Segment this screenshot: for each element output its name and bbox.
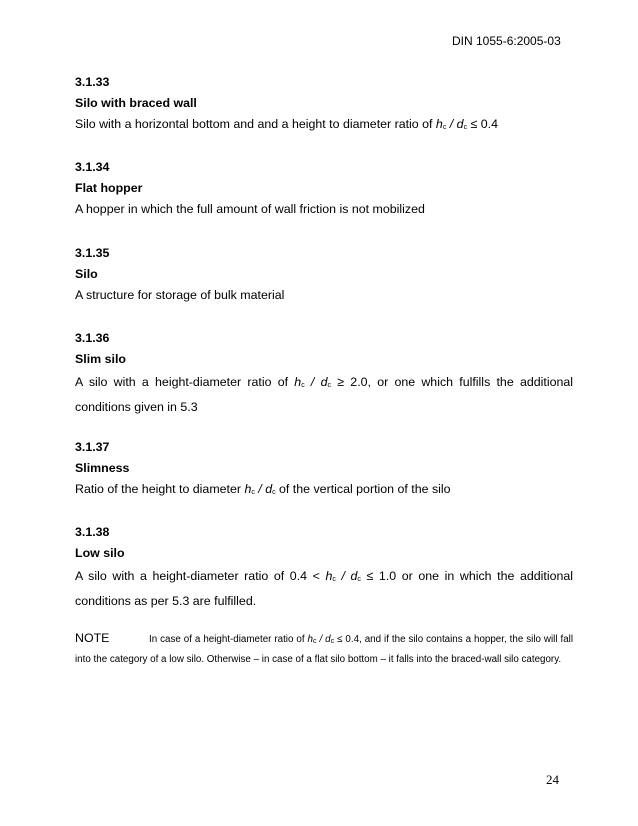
page-number: 24 (546, 772, 559, 787)
clause-number: 3.1.36 (75, 331, 110, 345)
clause-term: Silo (75, 267, 98, 281)
clause-3-1-35 (75, 243, 573, 306)
clause-term: Low silo (75, 546, 125, 560)
clause-number: 3.1.35 (75, 246, 110, 260)
clause-term: Slimness (75, 461, 130, 475)
document-header: DIN 1055-6:2005-03 (452, 34, 561, 48)
clause-number: 3.1.34 (75, 160, 110, 174)
clause-definition: A silo with a height-diameter ratio of $0.4 < h_c / d_c \le 1.0$ or one in which the additional conditions as per 5.3 are fulfilled. (75, 569, 574, 608)
clause-3-1-37 (75, 437, 573, 500)
note-block (75, 628, 573, 670)
clause-number: 3.1.38 (75, 525, 110, 539)
clause-3-1-38 (75, 522, 573, 614)
clause-3-1-33 (75, 72, 573, 135)
clause-3-1-34 (75, 157, 573, 220)
clause-definition: A silo with a height-diameter ratio of $h_c / d_c \ge 2.0$, or one which fulfills the additional conditions given in 5.3 (75, 375, 574, 414)
clause-definition: A structure for storage of bulk material (75, 288, 285, 302)
clause-definition: Ratio of the height to diameter $h_c / d_c$ of the vertical portion of the silo (75, 482, 451, 496)
clause-definition: A hopper in which the full amount of wall friction is not mobilized (75, 202, 425, 216)
clause-term: Slim silo (75, 352, 126, 366)
note-text: NOTE In case of a height-diameter ratio of $h_c / d_c \le 0.4$, and if the silo contains a hopper, the silo will fall into the category of a low silo. Otherwise – in case of a flat silo bottom – it falls into the braced-wall silo category. (75, 628, 573, 670)
clause-term: Flat hopper (75, 181, 143, 195)
clause-3-1-36 (75, 328, 573, 420)
clause-number: 3.1.33 (75, 75, 110, 89)
clause-definition: Silo with a horizontal bottom and and a height to diameter ratio of $h_c / d_c \le 0.4$ (75, 117, 498, 131)
clause-number: 3.1.37 (75, 440, 110, 454)
note-label: NOTE (75, 631, 110, 645)
clause-term: Silo with braced wall (75, 96, 197, 110)
